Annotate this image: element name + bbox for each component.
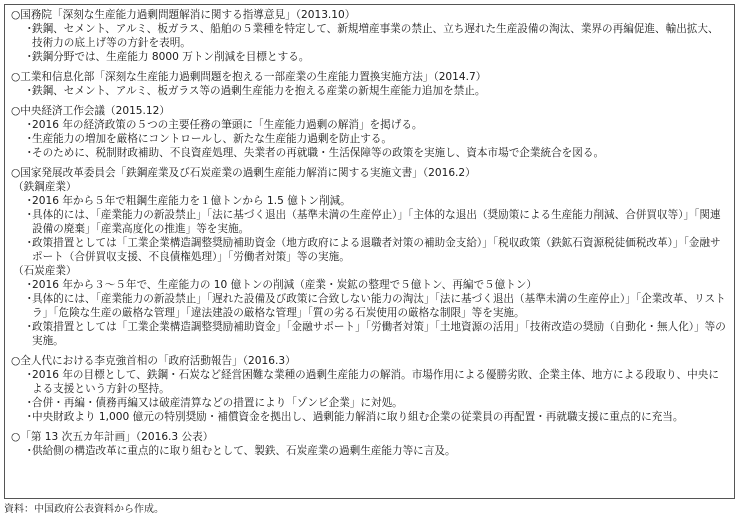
bullet-list bbox=[11, 84, 728, 98]
bullet-item: ・ 2016 年の経済政策の５つの主要任務の筆頭に「生産能力過剰の解消」を掲げる。 bbox=[11, 118, 728, 132]
bullet-list bbox=[11, 194, 728, 264]
bullet-item: ・ 2016 年の目標として、鉄鋼・石炭など経営困難な業種の過剰生産能力の解消。市場作用による優勝劣敗、企業主体、地方による段取り、中央による支援という方針の堅持。 bbox=[11, 368, 728, 396]
bullet-item: ・ 鉄鋼、セメント、アルミ、板ガラス、船舶の５業種を特定して、新規増産事業の禁止、立ち遅れた生産設備の淘汰、業界の再編促進、輸出拡大、技術力の底上げ等の方針を表明。 bbox=[11, 22, 728, 50]
policy-section-ndrc bbox=[11, 166, 728, 348]
bullet-item: ・ そのために、税制財政補助、不良資産処理、失業者の再就職・生活保障等の政策を実施し、資本市場で企業統合を図る。 bbox=[11, 146, 728, 160]
bullet-item: ・ 政策措置としては「工業企業構造調整奨励補助資金（地方政府による退職者対策の補助金支給）」「税収政策（鉄鉱石資源税徒価税改革）」「金融サポート（合併買収支援、不良債権処理）」「労働者対策」等の実施。 bbox=[11, 236, 728, 264]
section-heading: ○中央経済工作会議（2015.12） bbox=[11, 105, 170, 117]
bullet-item: ・ 供給側の構造改革に重点的に取り組むとして、製鉄、石炭産業の過剰生産能力等に言及。 bbox=[11, 444, 728, 458]
bullet-item: ・ 政策措置としては「工業企業構造調整奨励補助資金」「金融サポート」「労働者対策」「土地資源の活用」「技術改造の奨励（自動化・無人化）」等の実施。 bbox=[11, 320, 728, 348]
source-note: 資料：中国政府公表資料から作成。 bbox=[4, 504, 164, 515]
bullet-item: ・ 具体的には、「産業能力の新設禁止」「法に基づく退出（基準未満の生産停止）」「主体的な退出（奨励策による生産能力削減、合併買収等）」「関連設備の廃棄」「産業高度化の推進」等を実施。 bbox=[11, 208, 728, 236]
subgroup-label-coal: （石炭産業） bbox=[13, 265, 77, 277]
bullet-list bbox=[11, 22, 728, 64]
section-heading: ○「第 13 次五カ年計画」（2016.3 公表） bbox=[11, 431, 214, 443]
policy-section-state-council bbox=[11, 8, 728, 64]
bullet-item: ・ 中央財政より 1,000 億元の特別奨励・補償資金を拠出し、過剰能力解消に取り組む企業の従業員の再配置・再就職支援に重点的に充当。 bbox=[11, 410, 728, 424]
bullet-item: ・ 具体的には、「産業能力の新設禁止」「遅れた設備及び政策に合致しない能力の淘汰」「法に基づく退出（基準未満の生産停止）」「企業改革、リストラ」「危険な生産の厳格な管理」「違法建設の厳格な管理」「質の劣る石炭使用の厳格な制限」等を実施。 bbox=[11, 292, 728, 320]
policy-summary-box bbox=[4, 4, 735, 499]
bullet-list bbox=[11, 368, 728, 424]
bullet-item: ・ 鉄鋼、セメント、アルミ、板ガラス等の過剰生産能力を抱える産業の新規生産能力追加を禁止。 bbox=[11, 84, 728, 98]
section-heading: ○国家発展改革委員会「鉄鋼産業及び石炭産業の過剰生産能力解消に関する実施文書」（2016.2） bbox=[11, 167, 476, 179]
policy-section-government-work-report bbox=[11, 354, 728, 424]
bullet-item: ・ 2016 年から３〜５年で、生産能力の 10 億トンの削減（産業・炭鉱の整理で５億トン、再編で５億トン） bbox=[11, 278, 728, 292]
bullet-list bbox=[11, 278, 728, 348]
bullet-list bbox=[11, 118, 728, 160]
bullet-item: ・ 鉄鋼分野では、生産能力 8000 万トン削減を目標とする。 bbox=[11, 50, 728, 64]
policy-section-economic-work-conference bbox=[11, 104, 728, 160]
policy-section-five-year-plan bbox=[11, 430, 728, 458]
bullet-list bbox=[11, 444, 728, 458]
section-heading: ○国務院「深刻な生産能力過剰問題解消に関する指導意見」（2013.10） bbox=[11, 9, 356, 21]
bullet-item: ・ 2016 年から５年で粗鋼生産能力を１億トンから 1.5 億トン削減。 bbox=[11, 194, 728, 208]
section-heading: ○工業和信息化部「深刻な生産能力過剰問題を抱える一部産業の生産能力置換実施方法」（2014.7） bbox=[11, 71, 487, 83]
bullet-item: ・ 合併・再編・債務再編又は破産清算などの措置により「ゾンビ企業」に対処。 bbox=[11, 396, 728, 410]
bullet-item: ・ 生産能力の増加を厳格にコントロールし、新たな生産能力過剰を防止する。 bbox=[11, 132, 728, 146]
subgroup-label-steel: （鉄鋼産業） bbox=[13, 181, 77, 193]
section-heading: ○全人代における李克強首相の「政府活動報告」（2016.3） bbox=[11, 355, 296, 367]
policy-section-miit bbox=[11, 70, 728, 98]
